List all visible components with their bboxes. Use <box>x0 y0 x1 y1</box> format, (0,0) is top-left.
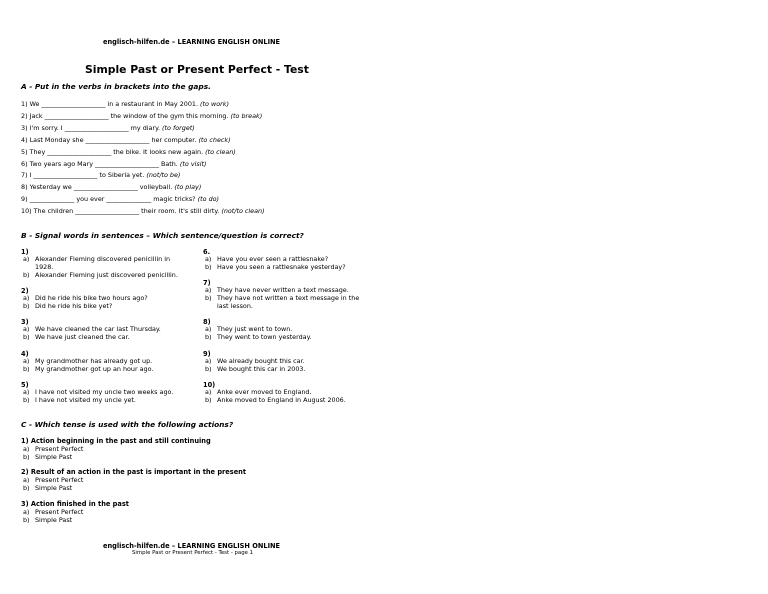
answer-option <box>205 325 292 333</box>
answer-option <box>205 263 346 271</box>
option-text: My grandmother got up an hour ago. <box>35 365 154 373</box>
option-text: Have you ever seen a rattlesnake? <box>217 255 329 263</box>
option-continuation: 1928. <box>35 263 54 271</box>
exercise-text: 8) Yesterday we ____________________ volleyball. <box>21 183 173 191</box>
answer-option <box>23 294 148 302</box>
verb-hint: (not/to be) <box>146 171 181 179</box>
exercise-text: 4) Last Monday she ____________________ her computer. <box>21 136 197 144</box>
exercise-text: 3) I'm sorry. I ____________________ my diary. <box>21 124 160 132</box>
answer-option <box>23 516 72 524</box>
option-text: Alexander Fleming just discovered penicillin. <box>35 271 178 279</box>
answer-option <box>23 333 130 341</box>
verb-hint: (to do) <box>197 195 220 203</box>
exercise-line <box>21 171 180 179</box>
option-letter: a) <box>23 445 30 453</box>
question-number: 6. <box>203 248 211 256</box>
exercise-text: 2) Jack ____________________ the window of the gym this morning. <box>21 112 229 120</box>
option-text: I have not visited my uncle yet. <box>35 396 136 404</box>
exercise-line <box>21 136 231 144</box>
option-letter: b) <box>205 333 212 341</box>
answer-option <box>205 388 312 396</box>
option-text: Present Perfect <box>35 476 84 484</box>
question-number: 10) <box>203 381 216 389</box>
option-letter: b) <box>23 453 30 461</box>
section-b-heading: B - Signal words in sentences – Which sentence/question is correct? <box>21 231 304 240</box>
option-text: I have not visited my uncle two weeks ago. <box>35 388 174 396</box>
question-number: 7) <box>203 279 211 287</box>
option-letter: b) <box>23 302 30 310</box>
option-letter: b) <box>205 294 212 302</box>
option-text: Present Perfect <box>35 445 84 453</box>
option-letter: a) <box>23 388 30 396</box>
option-letter: b) <box>205 396 212 404</box>
page-title: Simple Past or Present Perfect - Test <box>85 63 309 76</box>
section-a-heading: A - Put in the verbs in brackets into the gaps. <box>21 82 211 91</box>
exercise-line <box>21 207 265 215</box>
exercise-text: 7) I ____________________ to Siberia yet. <box>21 171 145 179</box>
option-letter: a) <box>23 357 30 365</box>
exercise-text: 9) ______________ you ever ______________ magic tricks? <box>21 195 196 203</box>
option-letter: a) <box>205 325 212 333</box>
exercise-line <box>21 112 262 120</box>
option-letter: a) <box>205 286 212 294</box>
option-text: Present Perfect <box>35 508 84 516</box>
verb-hint: (to play) <box>174 183 202 191</box>
option-letter: b) <box>23 516 30 524</box>
answer-option <box>205 286 349 294</box>
option-text: Anke ever moved to England. <box>217 388 312 396</box>
option-letter: a) <box>205 255 212 263</box>
exercise-line <box>21 148 236 156</box>
question-number: 2) <box>21 287 29 295</box>
exercise-text: 1) We ____________________ in a restaurant in May 2001. <box>21 100 198 108</box>
exercise-text: 10) The children ____________________ their room. It's still dirty. <box>21 207 220 215</box>
option-letter: b) <box>23 333 30 341</box>
footer-page: Simple Past or Present Perfect - Test - page 1 <box>132 550 254 556</box>
option-continuation: last lesson. <box>217 302 253 310</box>
answer-option <box>23 302 112 310</box>
tense-question: 3) Action finished in the past <box>21 500 129 508</box>
question-number: 1) <box>21 248 29 256</box>
answer-option <box>23 476 83 484</box>
option-letter: b) <box>205 263 212 271</box>
question-number: 4) <box>21 350 29 358</box>
verb-hint: (to check) <box>198 136 231 144</box>
answer-option <box>23 453 72 461</box>
exercise-line <box>21 195 219 203</box>
option-text: We bought this car in 2003. <box>217 365 306 373</box>
answer-option <box>23 396 136 404</box>
answer-option <box>23 325 161 333</box>
answer-option <box>23 508 83 516</box>
answer-option <box>23 445 83 453</box>
answer-option <box>23 255 170 263</box>
option-letter: a) <box>205 357 212 365</box>
exercise-line <box>21 100 229 108</box>
section-c-heading: C - Which tense is used with the following actions? <box>21 420 234 429</box>
answer-option <box>205 255 328 263</box>
option-text: They have not written a text message in the <box>217 294 360 302</box>
exercise-line <box>21 183 201 191</box>
question-number: 5) <box>21 381 29 389</box>
option-letter: a) <box>23 508 30 516</box>
answer-option <box>23 271 178 279</box>
option-text: We already bought this car. <box>217 357 305 365</box>
option-text: Did he ride his bike two hours ago? <box>35 294 148 302</box>
option-text: Simple Past <box>35 453 73 461</box>
option-text: We have just cleaned the car. <box>35 333 130 341</box>
option-letter: b) <box>23 365 30 373</box>
footer-site: englisch-hilfen.de – LEARNING ENGLISH ONLINE <box>103 542 281 550</box>
verb-hint: (to forget) <box>162 124 195 132</box>
exercise-line <box>21 160 207 168</box>
question-number: 8) <box>203 318 211 326</box>
question-number: 3) <box>21 318 29 326</box>
exercise-text: 6) Two years ago Mary ____________________ Bath. <box>21 160 178 168</box>
option-text: They have never written a text message. <box>217 286 349 294</box>
option-text: We have cleaned the car last Thursday. <box>35 325 161 333</box>
answer-option <box>205 365 306 373</box>
option-letter: a) <box>23 294 30 302</box>
verb-hint: (to break) <box>230 112 263 120</box>
answer-option <box>23 388 173 396</box>
option-text: Have you seen a rattlesnake yesterday? <box>217 263 346 271</box>
tense-question: 2) Result of an action in the past is important in the present <box>21 468 247 476</box>
verb-hint: (not/to clean) <box>221 207 265 215</box>
option-letter: a) <box>205 388 212 396</box>
option-letter: b) <box>205 365 212 373</box>
option-letter: b) <box>23 396 30 404</box>
option-letter: a) <box>23 255 30 263</box>
tense-question: 1) Action beginning in the past and still continuing <box>21 437 211 445</box>
answer-option <box>205 333 312 341</box>
option-text: They went to town yesterday. <box>217 333 312 341</box>
answer-option <box>23 365 153 373</box>
verb-hint: (to visit) <box>179 160 207 168</box>
option-text: Did he ride his bike yet? <box>35 302 113 310</box>
exercise-line <box>21 124 195 132</box>
site-header: englisch-hilfen.de – LEARNING ENGLISH ONLINE <box>103 38 281 46</box>
option-text: Simple Past <box>35 484 73 492</box>
option-letter: b) <box>23 271 30 279</box>
answer-option <box>23 484 72 492</box>
answer-option <box>205 357 305 365</box>
verb-hint: (to work) <box>200 100 229 108</box>
option-text: Anke moved to England in August 2006. <box>217 396 346 404</box>
exercise-text: 5) They ____________________ the bike. It looks new again. <box>21 148 204 156</box>
option-letter: b) <box>23 484 30 492</box>
option-letter: a) <box>23 325 30 333</box>
option-letter: a) <box>23 476 30 484</box>
answer-option <box>205 294 359 302</box>
answer-option <box>23 357 152 365</box>
option-text: They just went to town. <box>217 325 293 333</box>
option-text: Simple Past <box>35 516 73 524</box>
option-text: My grandmother has already got up. <box>35 357 153 365</box>
verb-hint: (to clean) <box>205 148 236 156</box>
answer-option <box>205 396 346 404</box>
question-number: 9) <box>203 350 211 358</box>
option-text: Alexander Fleming discovered penicillin in <box>35 255 171 263</box>
